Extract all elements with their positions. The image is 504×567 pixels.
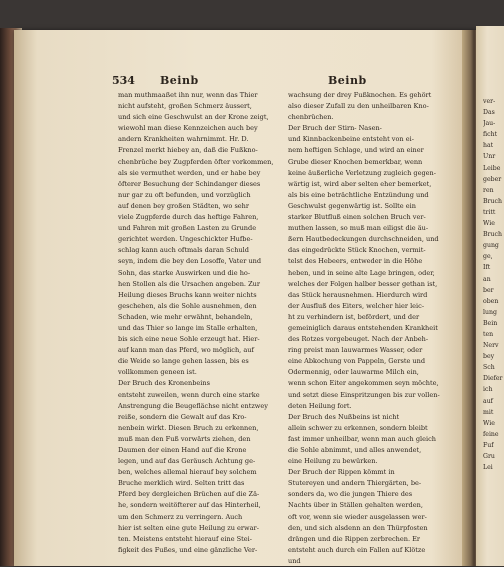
text-line: das Stück herausnehmen. Hierdurch wird	[288, 290, 428, 299]
text-line: Der Bruch des Kronenbeins	[118, 379, 210, 388]
text-line: und sich eine Geschwulst an der Krone zeigt,	[118, 113, 269, 122]
margin-fragment: mit	[483, 408, 494, 416]
text-line: Stutereyen und andern Thiergärten, be-	[288, 479, 422, 488]
text-line: Frenzel merkt hiebey an, daß die Fußkno-	[118, 146, 258, 155]
running-header	[112, 74, 452, 88]
margin-fragment: Bein	[483, 319, 498, 327]
text-line: Der Bruch des Nußbeins ist nicht	[288, 412, 400, 421]
text-line: als bis eine beträchtliche Entzündung und	[288, 190, 429, 199]
text-line: telst des Hebeers, entweder in die Höhe	[288, 257, 423, 266]
text-line: auf kann man das Pferd, wo möglich, auf	[118, 346, 254, 355]
margin-fragment: Leibe	[483, 164, 501, 172]
text-line: drängen und die Rippen zerbrechen. Er	[288, 534, 421, 543]
text-line: ben, welches allemal hierauf bey solchem	[118, 468, 257, 477]
text-line: viele Zugpferde durch das heftige Fahren,	[118, 213, 259, 222]
text-line: oft vor, wenn sie wieder ausgelassen wer-	[288, 512, 427, 521]
margin-fragment: bey	[483, 353, 495, 361]
page-number: 534	[112, 74, 135, 87]
text-line: hen Stollen als die Ursachen angeben. Zur	[118, 279, 260, 288]
text-line: die Weide so lange gehen lassen, bis es	[118, 357, 249, 366]
text-line: Geschwulst gegenwärtig ist. Sollte ein	[288, 201, 416, 210]
text-line: wachsung der drey Fußknochen. Es gehört	[288, 91, 432, 99]
margin-fragment: tritt	[483, 208, 496, 216]
margin-fragment: ich	[483, 386, 493, 394]
text-line: sonders da, wo die jungen Thiere des	[288, 490, 413, 499]
text-line: welches der Folgen halber besser gethan ist,	[288, 279, 438, 288]
text-line: Der Bruch der Rippen kömmt in	[288, 468, 395, 477]
margin-fragment: geber	[483, 175, 502, 183]
text-line: öfterer Besuchung der Schindanger dieses	[118, 179, 261, 188]
text-line: nicht aufsteht, großen Schmerz äussert,	[118, 102, 252, 111]
text-line: reiße, sondern die Gewalt auf das Kro-	[118, 412, 247, 421]
margin-fragment: Bruch	[483, 197, 502, 205]
text-line: Schaden, wie mehr erwähnt, behandeln,	[118, 312, 253, 321]
text-line: ht zu verhindern ist, befördert, und der	[288, 312, 420, 321]
text-line: vollkommen geneen ist.	[118, 368, 197, 377]
text-line: fast immer unheilbar, wenn man auch gleich	[288, 434, 436, 443]
margin-fragment: Ift	[483, 264, 491, 272]
text-line: ten. Meistens entsteht hierauf eine Stei-	[118, 534, 252, 543]
margin-fragment: an	[483, 275, 491, 283]
text-line: Sohn, das starke Auswirken und die ho-	[118, 268, 251, 277]
margin-fragment: ren	[483, 186, 494, 194]
text-line: auf denen bey großen Städten, wo sehr	[118, 201, 250, 210]
text-line: he, sondern weitöfterer auf das Hinterheil,	[118, 501, 261, 510]
right-running-head: Beinb	[328, 74, 367, 87]
text-line: die Sohle abnimmt, und alles anwendet,	[288, 446, 422, 454]
text-line: entsteht auch durch ein Fallen auf Klötze	[288, 545, 426, 554]
margin-fragment: auf	[483, 397, 493, 405]
text-line: gerichtet werden. Ungeschickter Hufbe-	[118, 235, 253, 244]
margin-fragment: Wie	[483, 220, 495, 228]
text-line: Pferd bey dergleichen Brüchen auf die Zä-	[118, 490, 260, 499]
margin-fragment: Unr	[483, 153, 496, 161]
margin-fragment: oben	[483, 297, 499, 305]
margin-fragment: Das	[483, 109, 495, 117]
text-line: muß man den Fuß vorwärts ziehen, den	[118, 434, 251, 443]
text-line: nenbein wirkt. Diesen Bruch zu erkennen,	[118, 423, 259, 432]
text-line: nem heftigen Schlage, und wird an einer	[288, 146, 424, 155]
text-line: als sie vermuthet werden, und er habe bey	[118, 168, 261, 177]
margin-fragment: Bruch	[483, 231, 502, 239]
text-line: nur gar zu oft befunden, und vorzüglich	[118, 190, 251, 199]
text-line: eine Abkochung von Pappeln, Gerste und	[288, 357, 426, 366]
margin-fragment: ficht	[483, 131, 498, 139]
text-line: bis sich eine neue Sohle erzeugt hat. Hier-	[118, 335, 260, 344]
text-line: ßern Hautbedeckungen durchschneiden, und	[288, 235, 439, 244]
text-line: heben, und in seine alte Lage bringen, oder,	[288, 268, 435, 277]
margin-fragment: hat	[483, 142, 494, 150]
text-line: und setzt diese Einspritzungen bis zur vollen-	[288, 390, 440, 399]
text-line: man muthmaaßet ihn nur, wenn das Thier	[118, 91, 258, 99]
text-line: allein schwer zu erkennen, sondern bleibt	[288, 423, 428, 432]
text-line: gemeiniglich daraus entstehenden Krankheit	[288, 323, 438, 332]
margin-fragment: Lei	[483, 464, 493, 472]
text-line: Bruche merklich wird. Selten tritt das	[118, 479, 245, 488]
text-line: Daumen der einen Hand auf die Krone	[118, 446, 247, 454]
right-page-margin-text	[483, 96, 504, 473]
margin-fragment: ber	[483, 286, 494, 294]
left-running-head: Beinb	[160, 74, 199, 87]
margin-fragment: gung	[483, 242, 499, 250]
margin-fragment: feine	[483, 430, 499, 438]
margin-fragment: lung	[483, 308, 497, 316]
text-line: legen, und auf das Geräusch Achtung ge-	[118, 457, 256, 466]
text-line: des Rotzes vorgebeuget. Nach der Anbeh-	[288, 335, 429, 344]
text-line: wiewohl man diese Kennzeichen auch bey	[118, 124, 258, 133]
text-line: eine Heilung zu bewürken.	[288, 457, 378, 466]
margin-fragment: ten	[483, 330, 494, 338]
text-line: seyn, indem die bey den Losoffe, Vater und	[118, 257, 262, 266]
text-line: schlag kann auch oftmals daran Schuld	[118, 246, 249, 255]
margin-fragment: Nerv	[483, 342, 499, 350]
text-line: andern Krankheiten wahrnimmt. Hr. D.	[118, 135, 249, 144]
text-line: also dieser Zufall zu den unheilbaren Kno-	[288, 102, 429, 111]
text-line: das eingedrückte Stück Knochen, vermit-	[288, 246, 426, 255]
text-line: den, und sich alsdenn an den Thürpfosten	[288, 523, 428, 532]
text-line: Nachts über in Ställen gehalten werden,	[288, 501, 423, 510]
text-line: Grube dieser Knochen bemerkbar, wenn	[288, 157, 423, 166]
text-line: und das Thier so lange im Stalle erhalten,	[118, 323, 258, 332]
margin-fragment: ge,	[483, 253, 493, 261]
text-line: Heilung dieses Bruchs kann weiter nichts	[118, 290, 257, 299]
margin-fragment: Wie	[483, 419, 495, 427]
text-line: keine äußerliche Verletzung zugleich gegen-	[288, 168, 436, 177]
text-line: und Fahren mit großen Lasten zu Grunde	[118, 224, 257, 233]
text-line: figkeit des Fußes, und eine gänzliche Ver-	[118, 545, 258, 554]
margin-fragment: Jau-	[483, 120, 496, 128]
text-line: chenbrüchen.	[288, 113, 334, 122]
text-line: hier ist selten eine gute Heilung zu erwar-	[118, 523, 259, 532]
text-line: und Kinnbackenbeine entsteht von ei-	[288, 135, 414, 144]
text-line: Odermennig, oder lauwarme Milch ein,	[288, 368, 419, 377]
margin-fragment: Diefer	[483, 375, 503, 383]
margin-fragment: Gru	[483, 453, 495, 460]
text-line: Anstrengung die Beugeflächse nicht entzwey	[118, 401, 268, 410]
text-line: deten Heilung fort.	[288, 401, 352, 410]
text-line: um den Schmerz zu verringern. Auch	[118, 512, 243, 521]
margin-fragment: Sch	[483, 364, 495, 372]
right-text-column	[288, 90, 444, 567]
text-line: Der Bruch der Stirn- Nasen-	[288, 124, 382, 133]
text-line: muthen lassen, so muß man eiligst die äu-	[288, 224, 429, 233]
text-line: geschehen, als die Sohle ausnehmen, den	[118, 301, 257, 310]
text-line: chenbrüche bey Zugpferden öfter vorkommen,	[118, 157, 274, 166]
text-line: ring preist man lauwarmes Wasser, oder	[288, 346, 423, 355]
text-line: und	[288, 556, 301, 565]
text-line: der Ausfluß des Eiters, welcher hier leic-	[288, 301, 425, 310]
text-line: entsteht zuweilen, wenn durch eine starke	[118, 390, 260, 399]
left-text-column	[118, 90, 274, 556]
margin-fragment: Fuf	[483, 441, 494, 449]
margin-fragment: ver-	[483, 98, 496, 105]
text-line: starker Blutfluß einen solchen Bruch ver-	[288, 213, 426, 222]
text-line: wenn schon Eiter angekommen seyn möchte,	[288, 379, 439, 388]
text-line: wärtig ist, wird aber selten eher bemerket,	[288, 179, 432, 188]
